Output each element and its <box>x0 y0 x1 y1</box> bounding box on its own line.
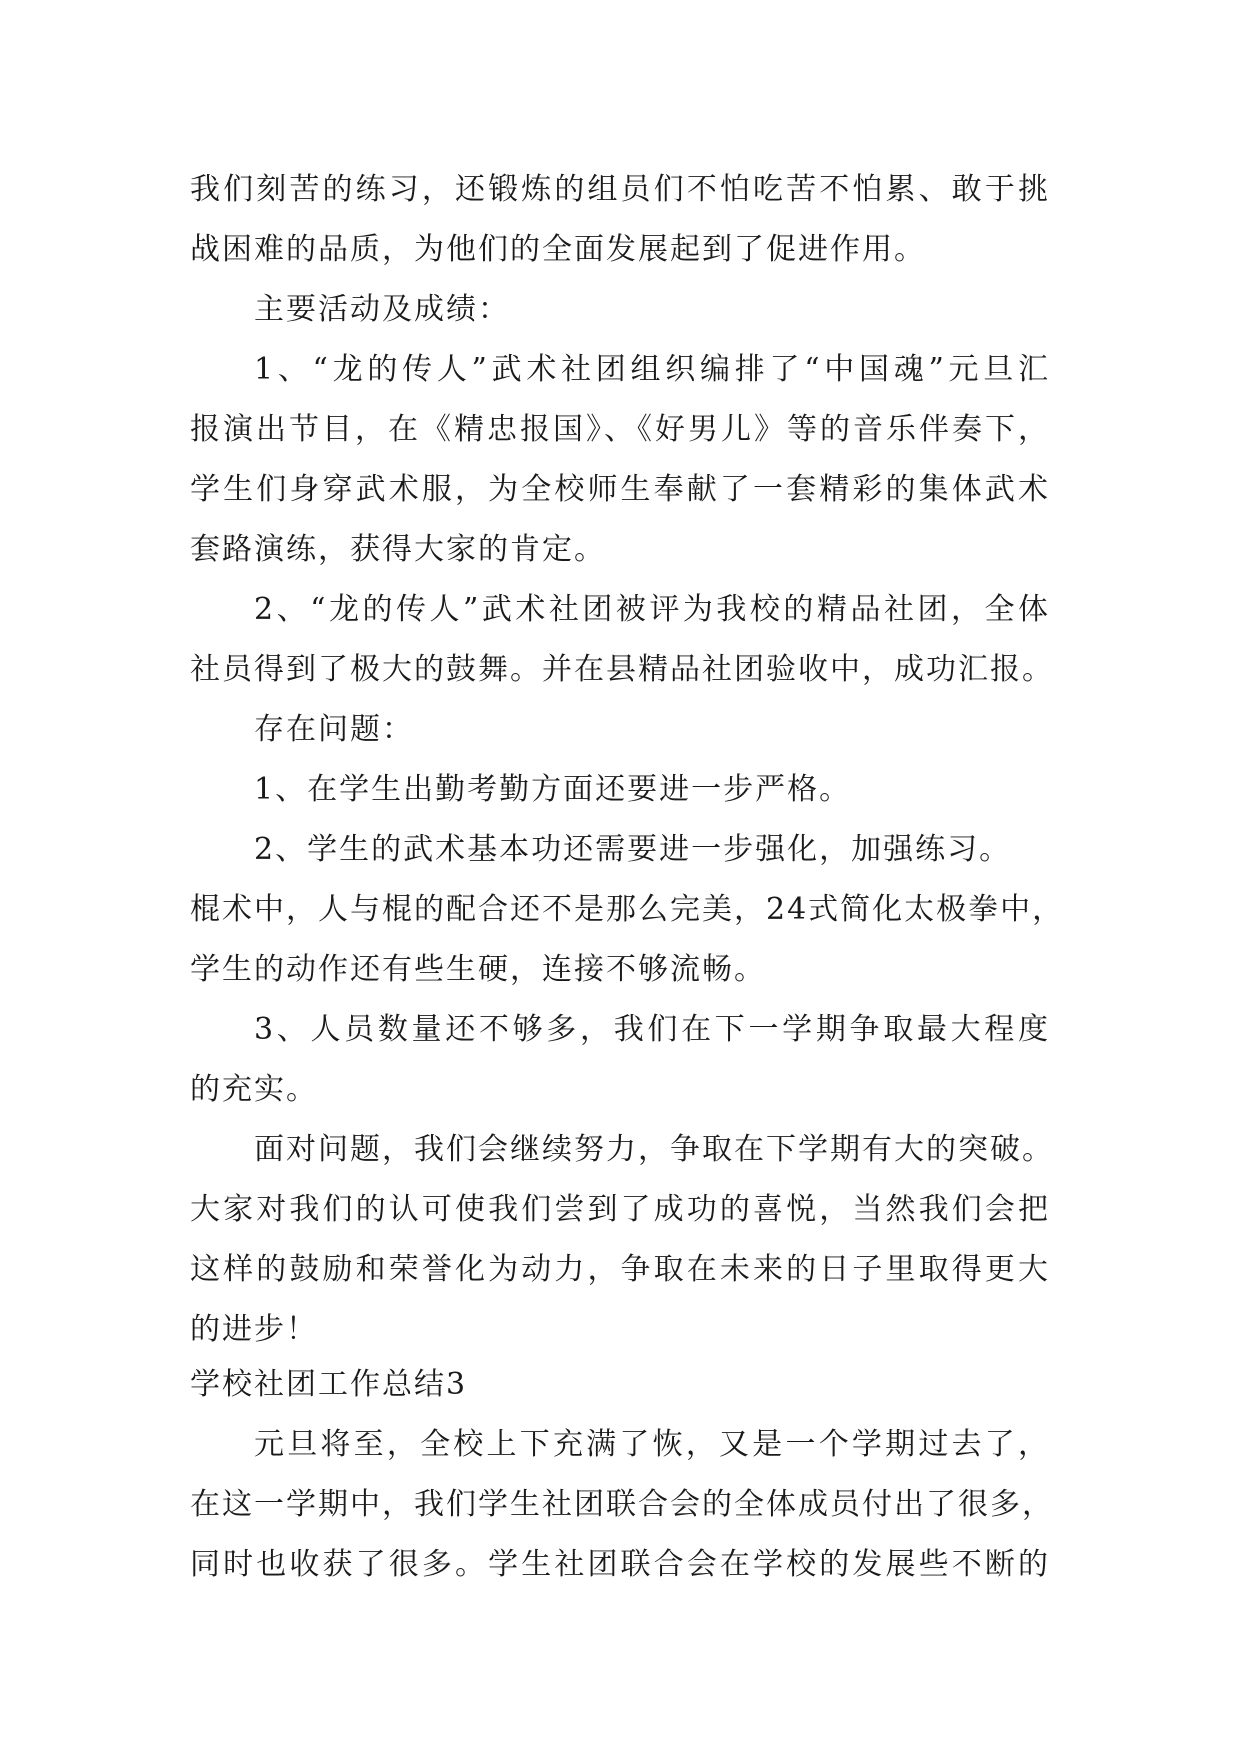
text-line: 套路演练，获得大家的肯定。 <box>190 532 606 567</box>
text-line: 3、人员数量还不够多，我们在下一学期争取最大程度 <box>254 1012 1050 1047</box>
document-title: 学校社团工作总结3 <box>190 1367 468 1402</box>
text-line: 报演出节目，在《精忠报国》、《好男儿》等的音乐伴奏下， <box>190 412 1050 447</box>
text-line: 棍术中，人与棍的配合还不是那么完美，24式简化太极拳中， <box>190 892 1065 927</box>
section-heading: 主要活动及成绩： <box>254 292 510 327</box>
text-line: 大家对我们的认可使我们尝到了成功的喜悦，当然我们会把 <box>190 1192 1050 1227</box>
text-line: 同时也收获了很多。学生社团联合会在学校的发展些不断的 <box>190 1547 1050 1582</box>
text-line: 1、在学生出勤考勤方面还要进一步严格。 <box>254 772 852 807</box>
text-line: 我们刻苦的练习，还锻炼的组员们不怕吃苦不怕累、敢于挑 <box>190 172 1050 207</box>
section-heading: 存在问题： <box>254 712 414 747</box>
text-line: 2、“龙的传人”武术社团被评为我校的精品社团，全体 <box>254 592 1050 627</box>
text-line: 面对问题，我们会继续努力，争取在下学期有大的突破。 <box>254 1132 1054 1167</box>
text-line: 的充实。 <box>190 1072 318 1107</box>
text-line: 社员得到了极大的鼓舞。并在县精品社团验收中，成功汇报。 <box>190 652 1054 687</box>
text-line: 在这一学期中，我们学生社团联合会的全体成员付出了很多， <box>190 1487 1054 1522</box>
text-line: 学生们身穿武术服，为全校师生奉献了一套精彩的集体武术 <box>190 472 1050 507</box>
text-line: 元旦将至，全校上下充满了恢，又是一个学期过去了， <box>254 1427 1050 1462</box>
text-line: 1、“龙的传人”武术社团组织编排了“中国魂”元旦汇 <box>254 352 1050 387</box>
text-line: 的进步！ <box>190 1312 318 1347</box>
text-line: 战困难的品质，为他们的全面发展起到了促进作用。 <box>190 232 926 267</box>
text-line: 这样的鼓励和荣誉化为动力，争取在未来的日子里取得更大 <box>190 1252 1050 1287</box>
text-line: 2、学生的武术基本功还需要进一步强化，加强练习。 <box>254 832 1012 867</box>
text-line: 学生的动作还有些生硬，连接不够流畅。 <box>190 952 766 987</box>
